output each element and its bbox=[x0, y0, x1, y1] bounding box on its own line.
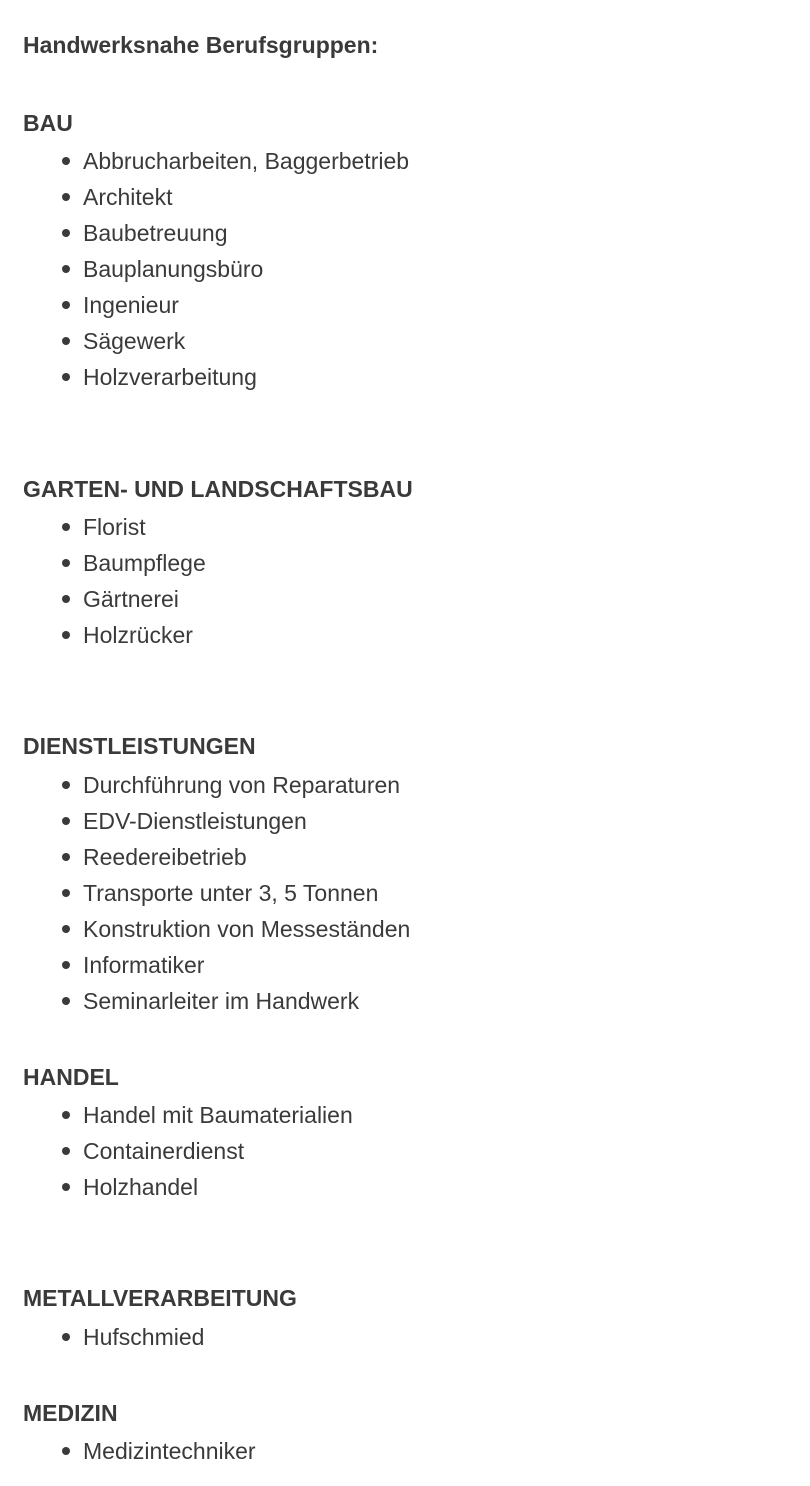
bullet-icon bbox=[62, 1333, 70, 1341]
bullet-icon bbox=[62, 595, 70, 603]
list-item-label: Architekt bbox=[83, 184, 173, 210]
list-item-label: Holzhandel bbox=[83, 1174, 199, 1200]
list-item-label: Abbrucharbeiten, Baggerbetrieb bbox=[83, 148, 410, 174]
list-item bbox=[62, 767, 400, 803]
list-item bbox=[62, 1433, 256, 1469]
list-item bbox=[62, 179, 172, 215]
bullet-icon bbox=[62, 265, 70, 273]
list-item bbox=[62, 1169, 198, 1205]
list-item bbox=[62, 509, 146, 545]
bullet-icon bbox=[62, 193, 70, 201]
list-item bbox=[62, 1097, 353, 1133]
list-item-label: Baubetreuung bbox=[83, 220, 228, 246]
bullet-icon bbox=[62, 961, 70, 969]
list-item-label: Bauplanungsbüro bbox=[83, 256, 264, 282]
section-heading-metallverarbeitung: METALLVERARBEITUNG bbox=[23, 1285, 297, 1311]
list-item-label: Holzverarbeitung bbox=[83, 364, 257, 390]
list-item-label: Seminarleiter im Handwerk bbox=[83, 988, 360, 1014]
list-item-label: Containerdienst bbox=[83, 1138, 245, 1164]
bullet-icon bbox=[62, 337, 70, 345]
section-heading-medizin: MEDIZIN bbox=[23, 1400, 118, 1426]
list-item bbox=[62, 1319, 204, 1355]
list-item-label: Holzrücker bbox=[83, 622, 193, 648]
list-item bbox=[62, 983, 359, 1019]
section-heading-handel: HANDEL bbox=[23, 1064, 119, 1090]
list-item-label: Baumpflege bbox=[83, 550, 206, 576]
bullet-icon bbox=[62, 889, 70, 897]
bullet-icon bbox=[62, 997, 70, 1005]
list-item bbox=[62, 839, 247, 875]
list-item bbox=[62, 287, 179, 323]
list-item bbox=[62, 251, 263, 287]
list-item-label: Reedereibetrieb bbox=[83, 844, 247, 870]
bullet-icon bbox=[62, 1111, 70, 1119]
list-item-label: Konstruktion von Messeständen bbox=[83, 916, 411, 942]
list-item-label: EDV-Dienstleistungen bbox=[83, 808, 307, 834]
list-item bbox=[62, 875, 378, 911]
list-item-label: Gärtnerei bbox=[83, 586, 179, 612]
section-heading-dienstleistungen: DIENSTLEISTUNGEN bbox=[23, 733, 256, 759]
list-item bbox=[62, 1133, 244, 1169]
list-item bbox=[62, 911, 410, 947]
bullet-icon bbox=[62, 853, 70, 861]
list-item-label: Handel mit Baumaterialien bbox=[83, 1102, 353, 1128]
bullet-icon bbox=[62, 229, 70, 237]
list-item bbox=[62, 617, 193, 653]
list-item-label: Medizintechniker bbox=[83, 1438, 256, 1464]
bullet-icon bbox=[62, 781, 70, 789]
bullet-icon bbox=[62, 1147, 70, 1155]
list-item-label: Transporte unter 3, 5 Tonnen bbox=[83, 880, 379, 906]
list-item-label: Sägewerk bbox=[83, 328, 186, 354]
bullet-icon bbox=[62, 1447, 70, 1455]
list-item bbox=[62, 803, 307, 839]
bullet-icon bbox=[62, 157, 70, 165]
list-item-label: Durchführung von Reparaturen bbox=[83, 772, 401, 798]
list-item bbox=[62, 143, 409, 179]
bullet-icon bbox=[62, 925, 70, 933]
list-item-label: Florist bbox=[83, 514, 146, 540]
bullet-icon bbox=[62, 301, 70, 309]
list-item bbox=[62, 359, 257, 395]
bullet-icon bbox=[62, 1183, 70, 1191]
list-item-label: Hufschmied bbox=[83, 1324, 205, 1350]
section-heading-garten-und-landschaftsbau: GARTEN- UND LANDSCHAFTSBAU bbox=[23, 476, 413, 502]
bullet-icon bbox=[62, 559, 70, 567]
list-item-label: Ingenieur bbox=[83, 292, 179, 318]
list-item bbox=[62, 215, 228, 251]
page-title: Handwerksnahe Berufsgruppen: bbox=[23, 32, 379, 58]
bullet-icon bbox=[62, 817, 70, 825]
bullet-icon bbox=[62, 631, 70, 639]
list-item bbox=[62, 947, 204, 983]
section-heading-bau: BAU bbox=[23, 110, 73, 136]
bullet-icon bbox=[62, 373, 70, 381]
list-item-label: Informatiker bbox=[83, 952, 205, 978]
list-item bbox=[62, 545, 206, 581]
list-item bbox=[62, 323, 185, 359]
bullet-icon bbox=[62, 523, 70, 531]
list-item bbox=[62, 581, 179, 617]
